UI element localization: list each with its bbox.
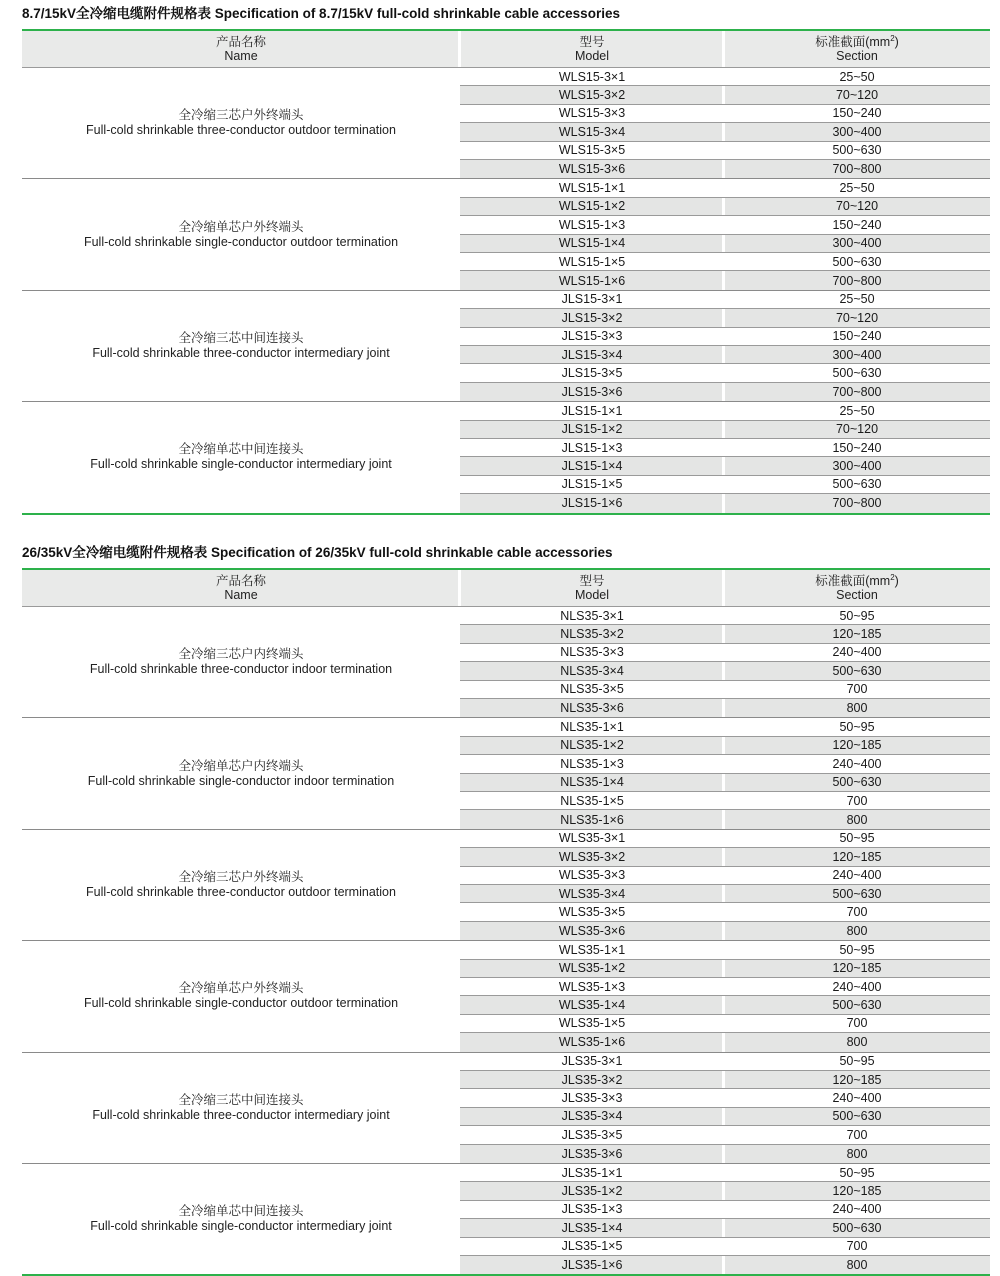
model-cell: WLS15-3×6: [558, 162, 626, 177]
model-cell: JLS15-1×6: [561, 496, 623, 511]
table-body: [22, 68, 990, 513]
section-cell: 800: [846, 923, 868, 938]
product-name-cell: [22, 291, 460, 401]
product-name-en: Full-cold shrinkable single-conductor intermediary joint: [90, 457, 392, 472]
table-row: [460, 309, 990, 327]
product-name-cn: 全冷缩三芯中间连接头: [178, 1092, 304, 1107]
model-cell: WLS15-1×2: [558, 199, 626, 214]
section-cell: 500~630: [832, 663, 882, 678]
section-cell: 800: [846, 1258, 868, 1273]
product-name-cn: 全冷缩单芯中间连接头: [178, 442, 304, 457]
model-rows: [460, 1164, 990, 1274]
header-model-en: Model: [574, 588, 610, 602]
table-row: [460, 662, 990, 680]
product-name-cell: [22, 607, 460, 717]
product-name-cn: 全冷缩单芯户外终端头: [178, 219, 304, 234]
header-name-en: Name: [224, 588, 258, 602]
section-cell: 500~630: [832, 366, 882, 381]
table-row: [460, 755, 990, 773]
section-cell: 70~120: [835, 310, 879, 325]
table-row: [460, 792, 990, 810]
model-cell: JLS15-3×2: [561, 310, 623, 325]
table-row: [460, 402, 990, 420]
model-cell: JLS35-1×2: [561, 1184, 623, 1199]
model-cell: JLS35-1×6: [561, 1258, 623, 1273]
section-cell: 700~800: [832, 162, 882, 177]
model-cell: WLS35-1×2: [558, 961, 626, 976]
header-model-en: Model: [574, 49, 610, 63]
section-cell: 50~95: [839, 720, 875, 735]
table-row: [460, 922, 990, 940]
section-cell: 500~630: [832, 886, 882, 901]
section-cell: 25~50: [839, 292, 875, 307]
table-header: [22, 31, 990, 68]
header-section-cn: [815, 574, 899, 588]
table-row: [460, 142, 990, 160]
table-row: [460, 1182, 990, 1200]
header-section-sup: 2: [890, 33, 895, 43]
section-cell: 120~185: [832, 961, 882, 976]
model-cell: JLS35-3×1: [561, 1054, 623, 1069]
model-cell: WLS15-1×5: [558, 254, 626, 269]
model-cell: NLS35-1×4: [560, 775, 624, 790]
product-name-cell: [22, 1053, 460, 1163]
section-cell: 800: [846, 812, 868, 827]
product-name-en: Full-cold shrinkable three-conductor outdoor termination: [86, 123, 396, 138]
section-cell: 700~800: [832, 273, 882, 288]
section-cell: 50~95: [839, 1165, 875, 1180]
header-model: [460, 570, 724, 606]
model-cell: WLS35-3×4: [558, 886, 626, 901]
product-name-en: Full-cold shrinkable single-conductor outdoor termination: [83, 996, 399, 1011]
section-cell: 700: [846, 1239, 868, 1254]
model-cell: WLS15-3×1: [558, 69, 626, 84]
table-row: [460, 1033, 990, 1051]
section-title: 26/35kV全冷缩电缆附件规格表 Specification of 26/35kV full-cold shrinkable cable accessories: [22, 545, 613, 560]
model-cell: WLS15-3×2: [558, 88, 626, 103]
section-cell: 300~400: [832, 347, 882, 362]
product-name-cell: [22, 402, 460, 512]
table-row: [460, 291, 990, 309]
model-cell: JLS35-1×1: [561, 1165, 623, 1180]
model-rows: [460, 607, 990, 717]
model-cell: JLS15-1×5: [561, 477, 623, 492]
model-cell: NLS35-3×3: [560, 645, 624, 660]
table-row: [460, 644, 990, 662]
section-cell: 500~630: [832, 1109, 882, 1124]
model-cell: JLS15-3×6: [561, 384, 623, 399]
header-model: [460, 31, 724, 67]
model-cell: WLS35-3×3: [558, 868, 626, 883]
table-row: [460, 421, 990, 439]
section-cell: 500~630: [832, 775, 882, 790]
section-cell: 300~400: [832, 124, 882, 139]
section-cell: 25~50: [839, 69, 875, 84]
table-row: [460, 364, 990, 382]
model-cell: NLS35-1×6: [560, 812, 624, 827]
table-row: [460, 216, 990, 234]
model-rows: [460, 291, 990, 401]
header-model-cn: 型号: [579, 35, 605, 49]
product-group: [22, 941, 990, 1052]
model-rows: [460, 941, 990, 1051]
product-group: [22, 402, 990, 512]
section-cell: 800: [846, 1035, 868, 1050]
table-row: [460, 494, 990, 512]
table-row: [460, 1256, 990, 1274]
section-cell: 25~50: [839, 181, 875, 196]
table-row: [460, 253, 990, 271]
model-cell: JLS15-3×5: [561, 366, 623, 381]
model-cell: NLS35-3×5: [560, 682, 624, 697]
model-cell: JLS15-3×3: [561, 329, 623, 344]
section-cell: 150~240: [832, 217, 882, 232]
section-cell: 70~120: [835, 422, 879, 437]
header-section: [724, 31, 990, 67]
model-cell: WLS35-3×5: [558, 905, 626, 920]
product-name-cn: 全冷缩三芯户外终端头: [178, 108, 304, 123]
table-row: [460, 903, 990, 921]
model-cell: WLS15-1×3: [558, 217, 626, 232]
product-name-en: Full-cold shrinkable three-conductor intermediary joint: [92, 345, 390, 360]
section-cell: 240~400: [832, 979, 882, 994]
section-cell: 700: [846, 905, 868, 920]
section-cell: 120~185: [832, 1184, 882, 1199]
model-cell: WLS15-3×5: [558, 143, 626, 158]
header-section-sup: 2: [890, 572, 895, 582]
table-row: [460, 383, 990, 401]
section-cell: 240~400: [832, 756, 882, 771]
section-cell: 50~95: [839, 1054, 875, 1069]
product-name-en: Full-cold shrinkable single-conductor intermediary joint: [90, 1219, 392, 1234]
model-cell: WLS15-3×3: [558, 106, 626, 121]
table-body: [22, 607, 990, 1274]
model-cell: WLS35-1×6: [558, 1035, 626, 1050]
product-name-en: Full-cold shrinkable three-conductor outdoor termination: [86, 884, 396, 899]
product-name-cn: 全冷缩单芯户外终端头: [178, 981, 304, 996]
section-cell: 70~120: [835, 88, 879, 103]
header-name-cn: 产品名称: [215, 35, 266, 49]
model-cell: JLS15-1×3: [561, 440, 623, 455]
table-row: [460, 867, 990, 885]
section-cell: 120~185: [832, 627, 882, 642]
model-cell: JLS15-3×4: [561, 347, 623, 362]
model-cell: NLS35-1×1: [560, 720, 624, 735]
table-row: [460, 1201, 990, 1219]
table-row: [460, 1164, 990, 1182]
product-group: [22, 291, 990, 402]
table-row: [460, 996, 990, 1014]
section-cell: 150~240: [832, 329, 882, 344]
product-name-cn: 全冷缩单芯户内终端头: [178, 758, 304, 773]
table-row: [460, 179, 990, 197]
section-cell: 700: [846, 1127, 868, 1142]
model-cell: NLS35-3×2: [560, 627, 624, 642]
section-cell: 700: [846, 1016, 868, 1031]
product-name-cell: [22, 179, 460, 289]
model-cell: JLS35-1×3: [561, 1202, 623, 1217]
product-group: [22, 718, 990, 829]
model-cell: WLS35-1×4: [558, 998, 626, 1013]
product-name-en: Full-cold shrinkable single-conductor indoor termination: [87, 773, 395, 788]
product-group: [22, 1053, 990, 1164]
section-cell: 300~400: [832, 236, 882, 251]
model-cell: WLS35-1×3: [558, 979, 626, 994]
model-cell: JLS15-1×1: [561, 403, 623, 418]
table-row: [460, 978, 990, 996]
spec-table: [22, 29, 990, 515]
section-cell: 500~630: [832, 1220, 882, 1235]
product-name-en: Full-cold shrinkable three-conductor intermediary joint: [92, 1107, 390, 1122]
section-cell: 240~400: [832, 1202, 882, 1217]
section-cell: 300~400: [832, 459, 882, 474]
section-cell: 150~240: [832, 106, 882, 121]
section-cell: 120~185: [832, 849, 882, 864]
table-row: [460, 105, 990, 123]
table-row: [460, 1126, 990, 1144]
model-cell: JLS35-1×5: [561, 1239, 623, 1254]
header-section-close: ): [894, 35, 899, 49]
section-cell: 700~800: [832, 384, 882, 399]
spec-table: [22, 568, 990, 1276]
table-row: [460, 625, 990, 643]
table-row: [460, 1238, 990, 1256]
product-name-cn: 全冷缩三芯中间连接头: [178, 330, 304, 345]
product-name-cell: [22, 68, 460, 178]
header-section-text: 标准截面(mm: [815, 574, 891, 588]
section-cell: 25~50: [839, 403, 875, 418]
table-row: [460, 160, 990, 178]
table-row: [460, 681, 990, 699]
table-row: [460, 1015, 990, 1033]
section-cell: 240~400: [832, 1091, 882, 1106]
model-cell: WLS15-1×4: [558, 236, 626, 251]
header-section-close: ): [894, 574, 899, 588]
section-cell: 50~95: [839, 608, 875, 623]
table-row: [460, 941, 990, 959]
section-cell: 700: [846, 682, 868, 697]
table-row: [460, 607, 990, 625]
table-row: [460, 1053, 990, 1071]
model-rows: [460, 718, 990, 828]
section-cell: 50~95: [839, 831, 875, 846]
product-group: [22, 68, 990, 179]
product-group: [22, 607, 990, 718]
model-cell: JLS35-3×4: [561, 1109, 623, 1124]
model-cell: JLS35-3×5: [561, 1127, 623, 1142]
section-cell: 120~185: [832, 738, 882, 753]
model-cell: NLS35-3×1: [560, 608, 624, 623]
table-row: [460, 271, 990, 289]
model-cell: NLS35-1×2: [560, 738, 624, 753]
product-group: [22, 830, 990, 941]
table-row: [460, 774, 990, 792]
table-row: [460, 718, 990, 736]
model-rows: [460, 179, 990, 289]
model-rows: [460, 830, 990, 940]
section-cell: 700: [846, 793, 868, 808]
model-cell: NLS35-1×5: [560, 793, 624, 808]
product-name-cell: [22, 941, 460, 1051]
model-cell: WLS35-1×1: [558, 942, 626, 957]
product-name-cn: 全冷缩单芯中间连接头: [178, 1204, 304, 1219]
table-row: [460, 123, 990, 141]
section-cell: 800: [846, 1146, 868, 1161]
section-cell: 240~400: [832, 868, 882, 883]
table-row: [460, 346, 990, 364]
product-name-en: Full-cold shrinkable single-conductor outdoor termination: [83, 234, 399, 249]
table-row: [460, 1219, 990, 1237]
model-cell: JLS15-1×2: [561, 422, 623, 437]
model-cell: WLS35-3×1: [558, 831, 626, 846]
header-section-text: 标准截面(mm: [815, 35, 891, 49]
model-cell: WLS35-1×5: [558, 1016, 626, 1031]
table-row: [460, 1071, 990, 1089]
product-name-cn: 全冷缩三芯户内终端头: [178, 647, 304, 662]
section-cell: 500~630: [832, 998, 882, 1013]
header-section-en: Section: [836, 588, 878, 602]
table-row: [460, 885, 990, 903]
model-cell: WLS35-3×2: [558, 849, 626, 864]
table-row: [460, 68, 990, 86]
section-cell: 240~400: [832, 645, 882, 660]
model-cell: JLS35-3×6: [561, 1146, 623, 1161]
section-cell: 120~185: [832, 1072, 882, 1087]
table-row: [460, 476, 990, 494]
model-cell: JLS35-3×3: [561, 1091, 623, 1106]
section-cell: 500~630: [832, 254, 882, 269]
model-cell: JLS35-1×4: [561, 1220, 623, 1235]
table-row: [460, 439, 990, 457]
header-model-cn: 型号: [579, 574, 605, 588]
product-name-cn: 全冷缩三芯户外终端头: [178, 869, 304, 884]
table-row: [460, 86, 990, 104]
model-rows: [460, 1053, 990, 1163]
product-group: [22, 1164, 990, 1274]
model-cell: NLS35-3×6: [560, 701, 624, 716]
model-rows: [460, 68, 990, 178]
header-name-cn: 产品名称: [215, 574, 266, 588]
table-row: [460, 737, 990, 755]
model-cell: WLS15-1×1: [558, 181, 626, 196]
table-row: [460, 457, 990, 475]
section-cell: 500~630: [832, 143, 882, 158]
header-section-en: Section: [836, 49, 878, 63]
product-group: [22, 179, 990, 290]
table-row: [460, 830, 990, 848]
table-row: [460, 960, 990, 978]
section-cell: 500~630: [832, 477, 882, 492]
section-title: 8.7/15kV全冷缩电缆附件规格表 Specification of 8.7/15kV full-cold shrinkable cable accessories: [22, 6, 620, 21]
section-cell: 150~240: [832, 440, 882, 455]
model-cell: NLS35-3×4: [560, 663, 624, 678]
table-row: [460, 699, 990, 717]
product-name-cell: [22, 830, 460, 940]
model-cell: WLS15-1×6: [558, 273, 626, 288]
table-row: [460, 1089, 990, 1107]
table-row: [460, 235, 990, 253]
model-cell: JLS35-3×2: [561, 1072, 623, 1087]
section-cell: 50~95: [839, 942, 875, 957]
header-name: [22, 570, 460, 606]
table-row: [460, 1145, 990, 1163]
header-name: [22, 31, 460, 67]
product-name-cell: [22, 1164, 460, 1274]
header-section: [724, 570, 990, 606]
table-row: [460, 328, 990, 346]
product-name-en: Full-cold shrinkable three-conductor indoor termination: [89, 662, 393, 677]
model-cell: NLS35-1×3: [560, 756, 624, 771]
table-row: [460, 1108, 990, 1126]
table-row: [460, 810, 990, 828]
model-rows: [460, 402, 990, 512]
header-section-cn: [815, 35, 899, 49]
model-cell: WLS35-3×6: [558, 923, 626, 938]
table-row: [460, 198, 990, 216]
section-cell: 700~800: [832, 496, 882, 511]
model-cell: JLS15-3×1: [561, 292, 623, 307]
table-header: [22, 570, 990, 607]
table-row: [460, 848, 990, 866]
model-cell: JLS15-1×4: [561, 459, 623, 474]
model-cell: WLS15-3×4: [558, 124, 626, 139]
header-name-en: Name: [224, 49, 258, 63]
product-name-cell: [22, 718, 460, 828]
section-cell: 70~120: [835, 199, 879, 214]
section-cell: 800: [846, 701, 868, 716]
